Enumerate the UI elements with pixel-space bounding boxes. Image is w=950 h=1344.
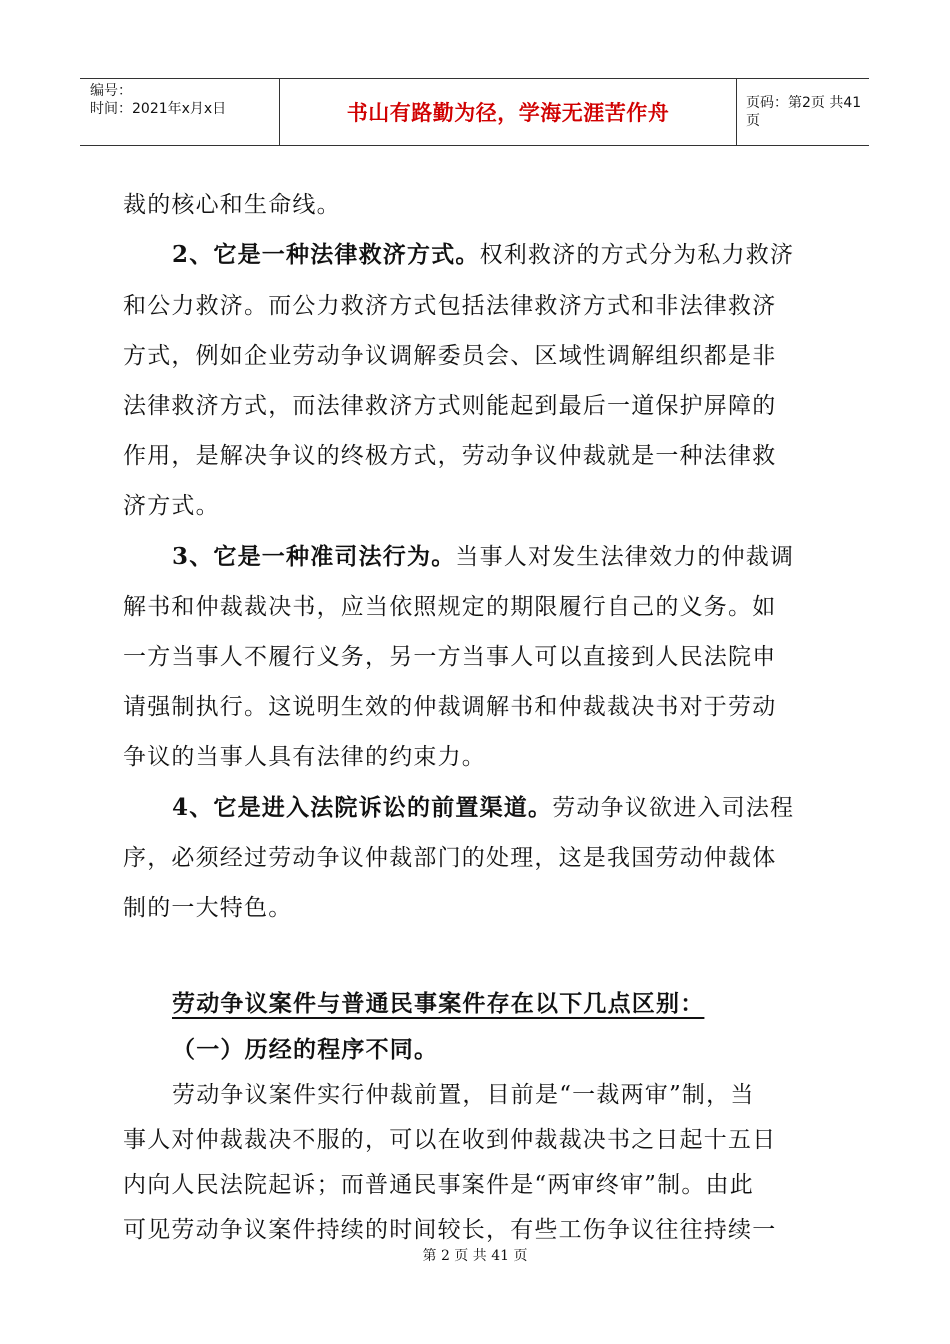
section-title: 劳动争议案件与普通民事案件存在以下几点区别：: [172, 990, 705, 1017]
header-page-cell: [736, 79, 869, 145]
body-line: 可见劳动争议案件持续的时间较长，有些工伤争议往往持续一: [123, 1217, 777, 1243]
body-line: 解书和仲裁裁决书，应当依照规定的期限履行自己的义务。如: [123, 594, 777, 620]
paragraph-4-text: 劳动争议欲进入司法程: [552, 795, 795, 821]
body-line: 裁的核心和生命线。: [123, 192, 341, 218]
body-line: 制的一大特色。: [123, 895, 293, 921]
document-time-label: 时间：2021年x月x日: [90, 101, 227, 117]
header-motto: 书山有路勤为径，学海无涯苦作舟: [346, 100, 670, 125]
paragraph-3-first-line: [172, 538, 794, 571]
body-line: 济方式。: [123, 493, 220, 519]
paragraph-4-first-line: [172, 789, 794, 822]
document-header: [80, 78, 869, 146]
body-line: 劳动争议案件实行仲裁前置，目前是“一裁两审”制，当: [172, 1082, 755, 1108]
body-line: 事人对仲裁裁决不服的，可以在收到仲裁裁决书之日起十五日: [123, 1127, 777, 1153]
paragraph-2-first-line: [172, 236, 794, 269]
header-motto-cell: [279, 79, 737, 145]
body-line: 和公力救济。而公力救济方式包括法律救济方式和非法律救济: [123, 293, 777, 319]
paragraph-4-heading: 4、它是进入法院诉讼的前置渠道。: [172, 794, 553, 821]
body-line: 作用，是解决争议的终极方式，劳动争议仲裁就是一种法律救: [123, 443, 777, 469]
paragraph-3-text: 当事人对发生法律效力的仲裁调: [455, 544, 795, 570]
header-meta-cell: [80, 79, 279, 145]
body-line: 内向人民法院起诉；而普通民事案件是“两审终审”制。由此: [123, 1172, 754, 1198]
paragraph-3-heading: 3、它是一种准司法行为。: [172, 543, 456, 570]
body-line: 一方当事人不履行义务，另一方当事人可以直接到人民法院申: [123, 644, 777, 670]
body-line: 法律救济方式，而法律救济方式则能起到最后一道保护屏障的: [123, 393, 777, 419]
document-number-label: 编号：: [90, 83, 132, 99]
page-footer: 第 2 页 共 41 页: [422, 1248, 528, 1264]
sub-heading: （一）历经的程序不同。: [172, 1036, 439, 1063]
paragraph-2-text: 权利救济的方式分为私力救济: [479, 242, 795, 268]
body-line: 请强制执行。这说明生效的仲裁调解书和仲裁裁决书对于劳动: [123, 694, 777, 720]
body-line: 方式，例如企业劳动争议调解委员会、区域性调解组织都是非: [123, 343, 777, 369]
body-line: 序，必须经过劳动争议仲裁部门的处理，这是我国劳动仲裁体: [123, 845, 777, 871]
header-page-info: 页码：第2页 共41页: [746, 95, 862, 129]
body-line: 争议的当事人具有法律的约束力。: [123, 744, 486, 770]
paragraph-2-heading: 2、它是一种法律救济方式。: [172, 241, 480, 268]
